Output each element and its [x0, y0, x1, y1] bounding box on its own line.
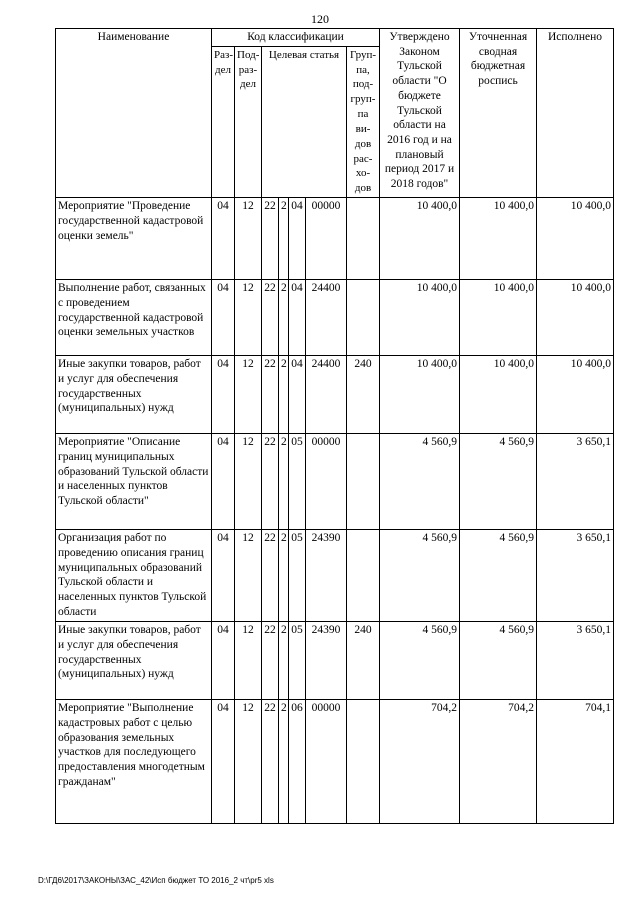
cell-approved: 4 560,9 [380, 530, 460, 622]
header-target-article: Целевая статья [262, 46, 347, 197]
table-body [56, 198, 614, 824]
cell-executed: 10 400,0 [537, 356, 614, 434]
cell-refined: 704,2 [460, 700, 537, 824]
cell-target-3: 05 [289, 622, 306, 700]
header-name: Наименование [56, 29, 212, 198]
cell-approved: 10 400,0 [380, 280, 460, 356]
cell-executed: 704,1 [537, 700, 614, 824]
cell-refined: 10 400,0 [460, 198, 537, 280]
cell-target-2: 2 [279, 280, 289, 356]
header-executed: Исполнено [537, 29, 614, 198]
cell-subsection: 12 [235, 434, 262, 530]
header-approved: Утверждено Законом Тульской области "О бюджете Тульской области на 2016 год и на плановый период 2017 и 2018 годов" [380, 29, 460, 198]
cell-section: 04 [212, 530, 235, 622]
cell-executed: 3 650,1 [537, 530, 614, 622]
cell-subsection: 12 [235, 280, 262, 356]
cell-target-2: 2 [279, 434, 289, 530]
cell-executed: 3 650,1 [537, 434, 614, 530]
cell-expense-group [347, 530, 380, 622]
cell-expense-group [347, 700, 380, 824]
cell-section: 04 [212, 622, 235, 700]
budget-table [55, 28, 614, 824]
table-row [56, 530, 614, 622]
cell-target-4: 00000 [306, 198, 347, 280]
cell-approved: 704,2 [380, 700, 460, 824]
cell-target-3: 04 [289, 356, 306, 434]
cell-subsection: 12 [235, 530, 262, 622]
cell-target-1: 22 [262, 622, 279, 700]
table-row [56, 622, 614, 700]
cell-target-2: 2 [279, 622, 289, 700]
cell-target-2: 2 [279, 198, 289, 280]
cell-target-2: 2 [279, 700, 289, 824]
header-subsection: Под-раз-дел [235, 46, 262, 197]
cell-target-1: 22 [262, 280, 279, 356]
cell-subsection: 12 [235, 356, 262, 434]
cell-section: 04 [212, 198, 235, 280]
cell-refined: 10 400,0 [460, 280, 537, 356]
cell-approved: 4 560,9 [380, 434, 460, 530]
cell-expense-group: 240 [347, 622, 380, 700]
cell-target-2: 2 [279, 530, 289, 622]
cell-executed: 10 400,0 [537, 198, 614, 280]
cell-subsection: 12 [235, 622, 262, 700]
cell-target-4: 24390 [306, 530, 347, 622]
cell-target-4: 24400 [306, 356, 347, 434]
cell-refined: 4 560,9 [460, 622, 537, 700]
cell-executed: 3 650,1 [537, 622, 614, 700]
header-section: Раз-дел [212, 46, 235, 197]
cell-subsection: 12 [235, 700, 262, 824]
cell-section: 04 [212, 434, 235, 530]
row-name: Мероприятие "Выполнение кадастровых работ с целью образования земельных участков для последующего предоставления многодетным гражданам" [56, 700, 212, 824]
row-name: Иные закупки товаров, работ и услуг для обеспечения государственных (муниципальных) нужд [56, 356, 212, 434]
cell-target-3: 05 [289, 434, 306, 530]
row-name: Организация работ по проведению описания границ муниципальных образований Тульской области и населенных пунктов Тульской области [56, 530, 212, 622]
table-row [56, 434, 614, 530]
cell-approved: 10 400,0 [380, 198, 460, 280]
table-header [56, 29, 614, 198]
cell-approved: 10 400,0 [380, 356, 460, 434]
cell-executed: 10 400,0 [537, 280, 614, 356]
cell-target-2: 2 [279, 356, 289, 434]
header-expense-group: Груп-па, под-груп-па ви-дов рас-хо-дов [347, 46, 380, 197]
cell-section: 04 [212, 356, 235, 434]
cell-expense-group: 240 [347, 356, 380, 434]
header-code-group: Код классификации [212, 29, 380, 47]
cell-target-1: 22 [262, 434, 279, 530]
row-name: Мероприятие "Описание границ муниципальных образований Тульской области и населенных пунктов Тульской области" [56, 434, 212, 530]
cell-refined: 4 560,9 [460, 530, 537, 622]
cell-target-4: 24390 [306, 622, 347, 700]
cell-target-3: 06 [289, 700, 306, 824]
header-refined: Уточненная сводная бюджетная роспись [460, 29, 537, 198]
cell-expense-group [347, 198, 380, 280]
cell-target-4: 00000 [306, 434, 347, 530]
cell-approved: 4 560,9 [380, 622, 460, 700]
cell-section: 04 [212, 280, 235, 356]
cell-target-1: 22 [262, 530, 279, 622]
cell-expense-group [347, 280, 380, 356]
table-row [56, 280, 614, 356]
cell-section: 04 [212, 700, 235, 824]
row-name: Мероприятие "Проведение государственной кадастровой оценки земель" [56, 198, 212, 280]
cell-target-3: 04 [289, 280, 306, 356]
cell-target-3: 05 [289, 530, 306, 622]
table-row [56, 356, 614, 434]
cell-subsection: 12 [235, 198, 262, 280]
row-name: Выполнение работ, связанных с проведением государственной кадастровой оценки земельных участков [56, 280, 212, 356]
table-row [56, 700, 614, 824]
table-row [56, 198, 614, 280]
cell-expense-group [347, 434, 380, 530]
cell-target-1: 22 [262, 356, 279, 434]
cell-refined: 4 560,9 [460, 434, 537, 530]
cell-refined: 10 400,0 [460, 356, 537, 434]
page-number: 120 [311, 12, 329, 26]
cell-target-4: 24400 [306, 280, 347, 356]
file-path-footer: D:\ГД6\2017\ЗАКОНЫ\ЗАС_42\Исп бюджет ТО 2016_2 чт\pr5 xls [38, 876, 274, 885]
cell-target-1: 22 [262, 700, 279, 824]
cell-target-1: 22 [262, 198, 279, 280]
cell-target-3: 04 [289, 198, 306, 280]
cell-target-4: 00000 [306, 700, 347, 824]
row-name: Иные закупки товаров, работ и услуг для обеспечения государственных (муниципальных) нужд [56, 622, 212, 700]
